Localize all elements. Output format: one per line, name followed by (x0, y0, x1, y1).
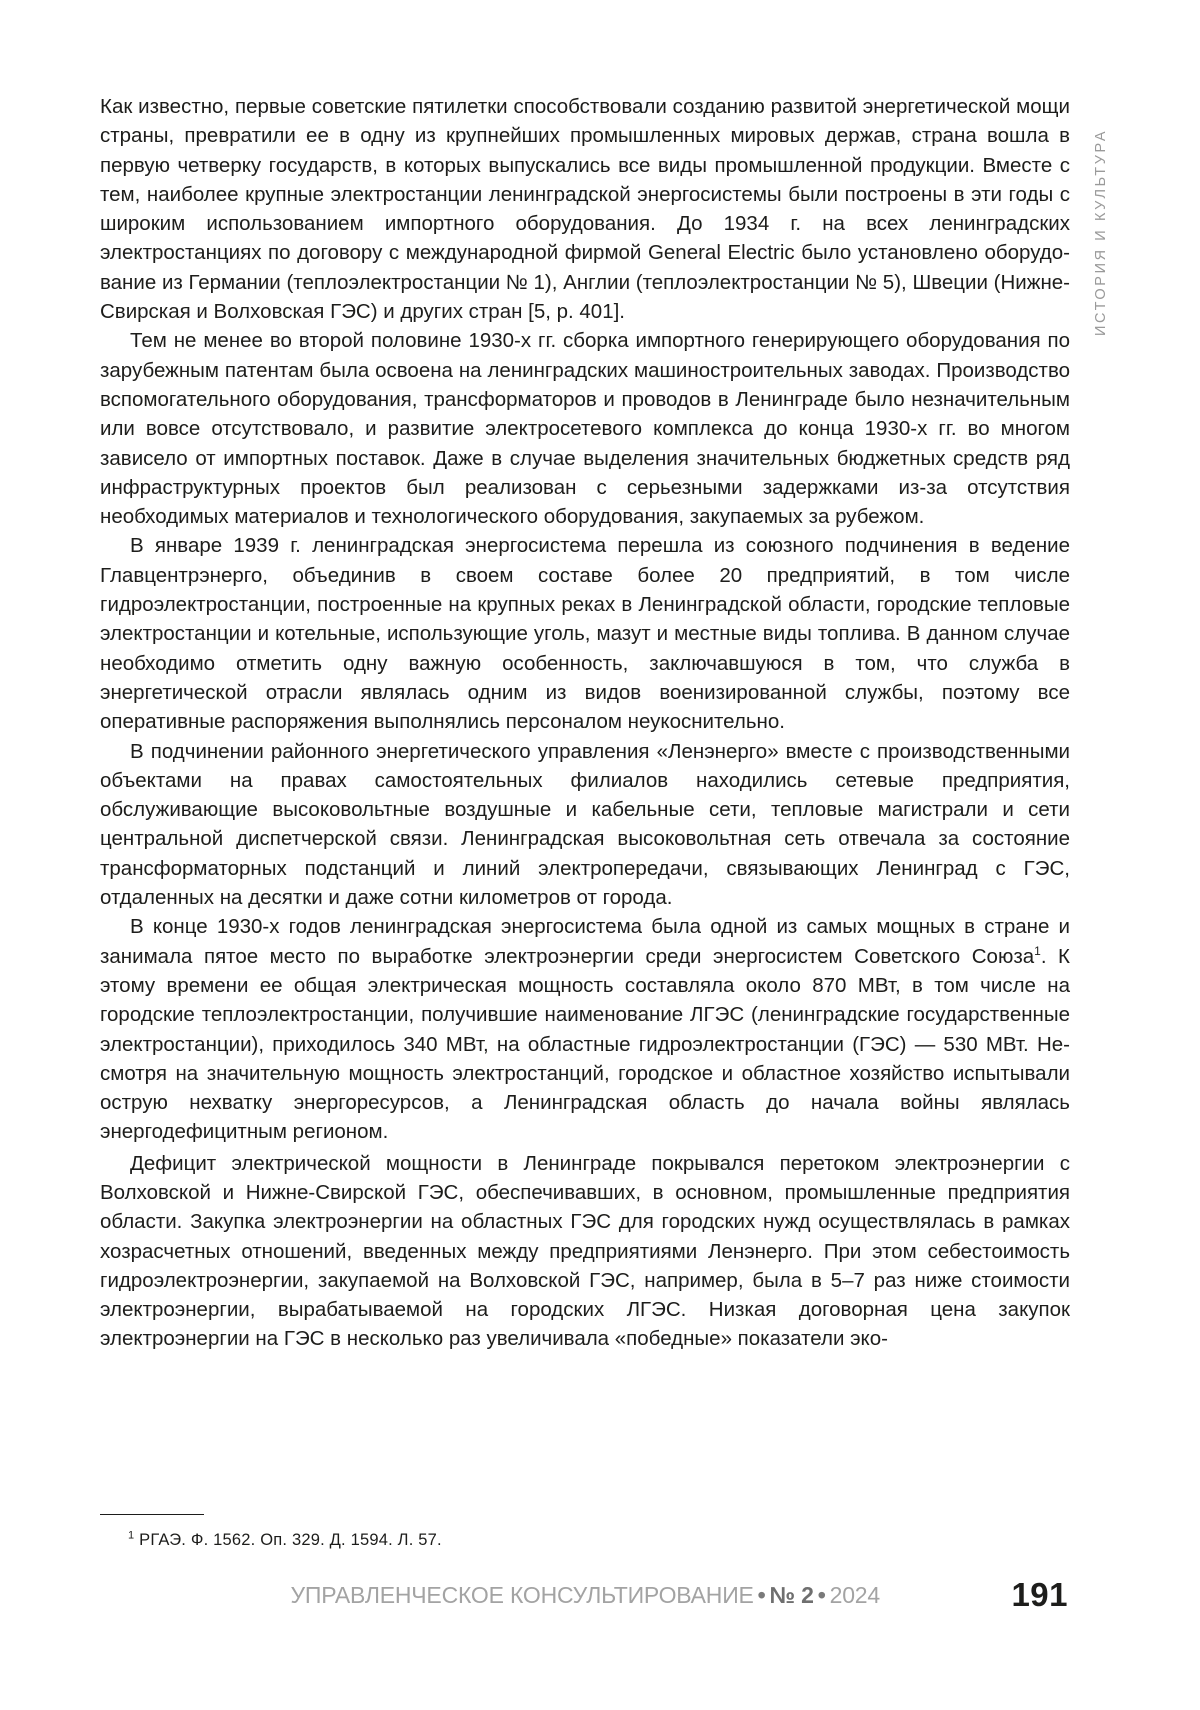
issue-number: № 2 (770, 1582, 814, 1608)
footnote-reference[interactable]: 1 (1034, 944, 1041, 958)
article-body (100, 92, 1070, 1354)
paragraph-6: Дефицит электрической мощности в Ленинграде покрывался перетоком электро­энергии с Волховской и Нижне-Свирской ГЭС, обеспечивавших, в основном, про­мышленные предприятия области. Закупка электроэнергии на областных ГЭС для городских нужд осуществлялась в рамках хозрасчетных отношений, введенных между предприятиями Ленэнерго. При этом себестоимость гидроэлектроэнергии, закупаемой на Волховской ГЭС, например, была в 5–7 раз ниже стоимости электро­энергии, вырабатываемой на городских ЛГЭС. Низкая договорная цена закупок электроэнергии на ГЭС в несколько раз увеличивала «победные» показатели эко- (100, 1149, 1070, 1354)
page-number: 191 (1011, 1576, 1068, 1614)
journal-title: УПРАВЛЕНЧЕСКОЕ КОНСУЛЬТИРОВАНИЕ (290, 1582, 753, 1608)
section-side-label (1093, 96, 1123, 336)
separator-dot: • (754, 1582, 770, 1608)
paragraph-5 (100, 912, 1070, 1146)
paragraph-1: Как известно, первые советские пятилетки способствовали созданию развитой энер­гетической мощи страны, превратили ее в одну из крупнейших промышленных миро­вых держав, страна вошла в первую четверку государств, в которых выпускались все виды промышленной продукции. Вместе с тем, наиболее крупные электростанции ленинградской энергосистемы были построены в эти годы с широким использова­нием импортного оборудования. До 1934 г. на всех ленинградских электростанциях по договору с международной фирмой General Electric было установлено оборудо­вание из Германии (теплоэлектростанции № 1), Англии (теплоэлектростанции № 5), Швеции (Нижне-Свирская и Волховская ГЭС) и других стран [5, p. 401]. (100, 92, 1070, 326)
footnote-marker: 1 (128, 1530, 134, 1542)
journal-line (290, 1582, 880, 1609)
footnote-divider (100, 1514, 204, 1515)
page-footer (100, 1576, 1070, 1622)
section-side-label-text: ИСТОРИЯ И КУЛЬТУРА (1093, 96, 1109, 336)
paragraph-5-after: . К этому времени ее общая электрическая мощность составляла около 870 МВт, в том числе на городские теплоэлектростанции, полу­чившие наименование ЛГЭС (ленинградские государственные электростанции), приходилось 340 МВт, на областные гидроэлектростанции (ГЭС) — 530 МВт. Не­смотря на значительную мощность электростанций, городское и областное хозяй­ство испытывали острую нехватку энергоресурсов, а Ленинградская область до начала войны являлась энергодефицитным регионом. (100, 945, 1070, 1144)
separator-dot: • (814, 1582, 830, 1608)
paragraph-5-before: В конце 1930-х годов ленинградская энергосистема была одной из самых мощ­ных в стране и занимала пятое место по выработке электроэнергии среди энер­госистем Советского Союза (100, 915, 1070, 967)
issue-year: 2024 (830, 1582, 880, 1608)
paragraph-4: В подчинении районного энергетического управления «Ленэнерго» вместе с про­изводственными объектами на правах самостоятельных филиалов находились се­тевые предприятия, обслуживающие высоковольтные воздушные и кабельные сети, тепловые магистрали и сети центральной диспетчерской связи. Ленинградская высоковольтная сеть отвечала за состояние трансформаторных подстанций и линий электропередачи, связывающих Ленинград с ГЭС, отдаленных на десятки и даже сотни километров от города. (100, 737, 1070, 913)
paragraph-2: Тем не менее во второй половине 1930-х гг. сборка импортного генерирующего оборудования по зарубежным патентам была освоена на ленинградских машино­строительных заводах. Производство вспомогательного оборудования, трансфор­маторов и проводов в Ленинграде было незначительным или вовсе отсутствовало, и развитие электросетевого комплекса до конца 1930-х гг. во многом зависело от импортных поставок. Даже в случае выделения значительных бюджетных средств ряд инфраструктурных проектов был реализован с серьезными задержками из-за отсутствия необходимых материалов и технологического оборудования, закупаемых за рубежом. (100, 326, 1070, 531)
footnote (128, 1529, 442, 1551)
paragraph-3: В январе 1939 г. ленинградская энергосистема перешла из союзного подчинения в ведение Главцентрэнерго, объединив в своем составе более 20 предприятий, в том числе гидроэлектростанции, построенные на крупных реках в Ленинградской области, городские тепловые электростанции и котельные, использующие уголь, мазут и местные виды топлива. В данном случае необходимо отметить одну важную особенность, заключавшуюся в том, что служба в энергетической отрасли являлась одним из видов военизированной службы, поэтому все оперативные распоряжения выполнялись персоналом неукоснительно. (100, 531, 1070, 736)
footnote-text: РГАЭ. Ф. 1562. Оп. 329. Д. 1594. Л. 57. (139, 1531, 442, 1549)
